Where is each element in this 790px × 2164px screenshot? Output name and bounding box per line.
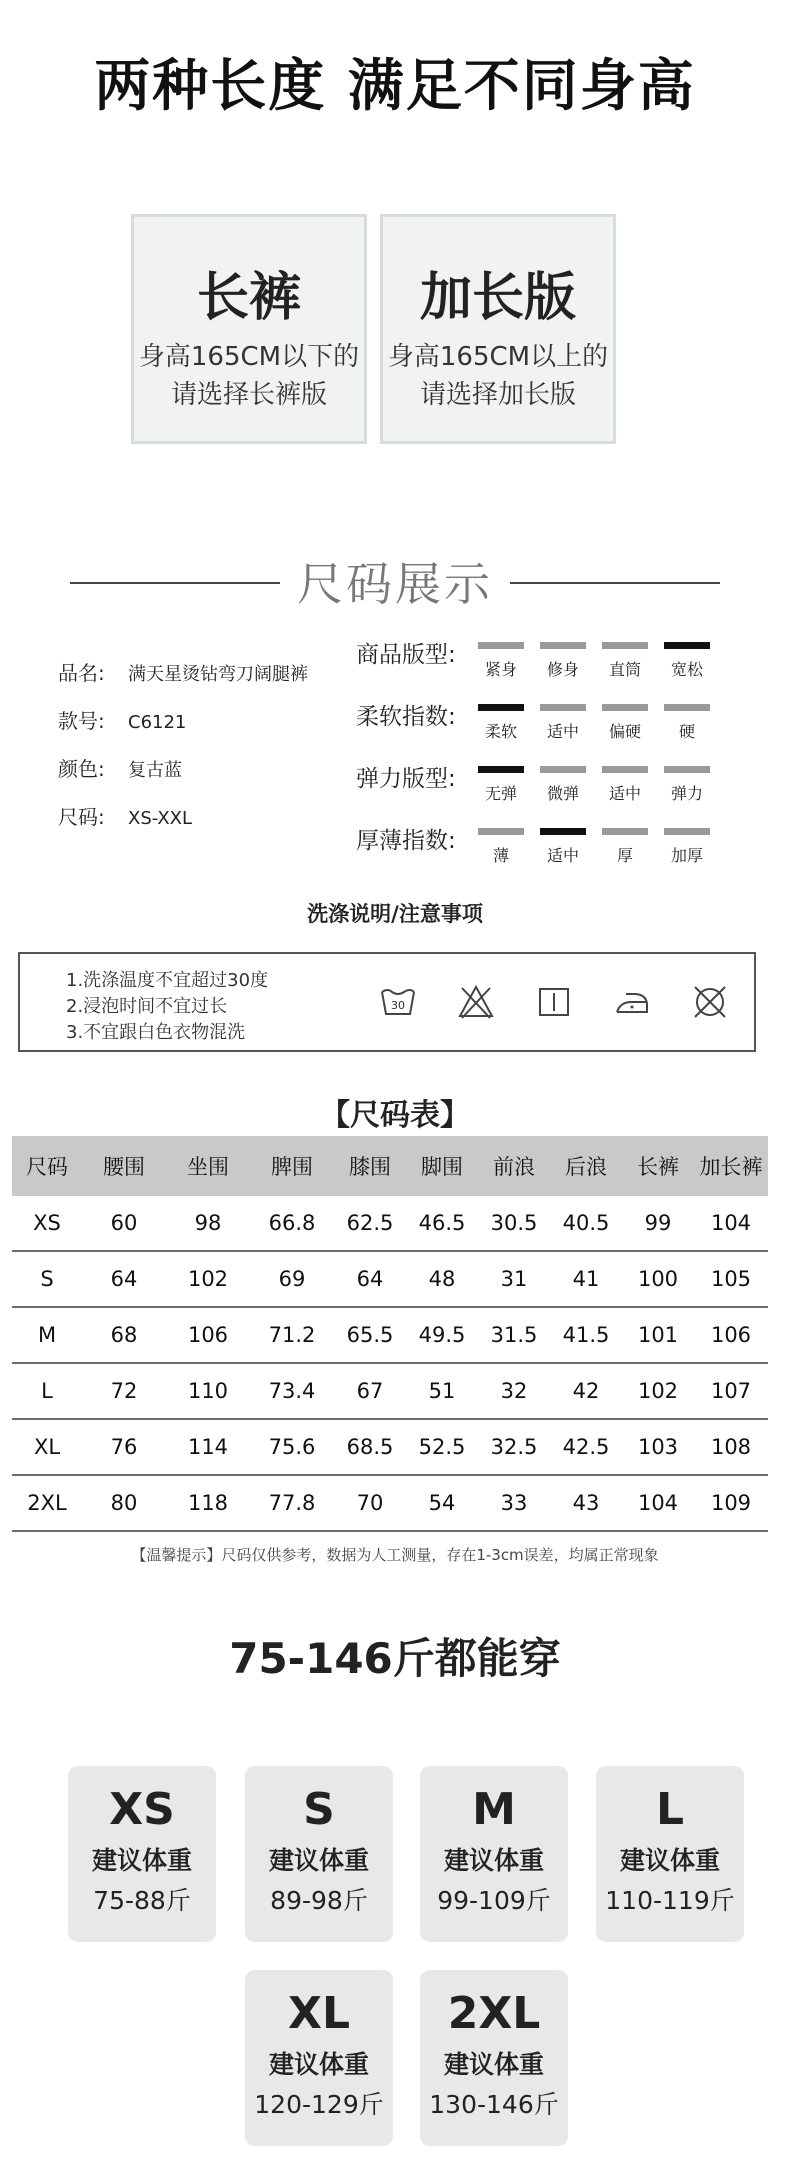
table-header: 尺码 [12, 1136, 82, 1196]
index-option [600, 642, 650, 680]
table-cell: 65.5 [334, 1307, 406, 1363]
table-row [12, 1196, 768, 1251]
table-cell: 60 [82, 1196, 166, 1251]
weight-card-label: 建议体重 [268, 1846, 369, 1875]
weight-card-range: 110-119斤 [605, 1886, 735, 1915]
index-bar-selected [540, 828, 586, 835]
index-label: 柔软指数: [356, 704, 456, 730]
weight-card-range: 120-129斤 [254, 2090, 384, 2119]
table-row [12, 1251, 768, 1307]
table-cell: 49.5 [406, 1307, 478, 1363]
index-bar [478, 828, 524, 835]
weight-card-size: XL [288, 1988, 350, 2039]
index-option [538, 642, 588, 680]
weight-card-size: S [303, 1784, 335, 1835]
index-option-label: 直筒 [608, 660, 641, 679]
index-option [476, 704, 526, 742]
section-heading [0, 548, 790, 618]
index-option-label: 适中 [608, 784, 641, 803]
table-row [12, 1419, 768, 1475]
length-card-desc-1: 身高165CM以上的 [387, 342, 609, 372]
table-cell: 106 [694, 1307, 768, 1363]
table-header: 坐围 [166, 1136, 250, 1196]
weight-card-size: XS [109, 1784, 175, 1835]
weight-card-size: L [655, 1784, 685, 1835]
wash-temp-label: 30 [391, 999, 405, 1012]
index-option [600, 704, 650, 742]
table-cell: 68 [82, 1307, 166, 1363]
index-bar [540, 642, 586, 649]
table-cell: 31.5 [478, 1307, 550, 1363]
wash-line-1: 1.洗涤温度不宜超过30度 [66, 970, 269, 991]
table-cell: 118 [166, 1475, 250, 1531]
weight-card-size: M [472, 1784, 516, 1835]
table-cell: 99 [622, 1196, 694, 1251]
index-option [476, 642, 526, 680]
index-bar [664, 828, 710, 835]
product-name-label: 品名: [58, 661, 105, 685]
size-note: 【温馨提示】尺码仅供参考，数据为人工测量，存在1-3cm误差，均属正常现象 [131, 1546, 659, 1564]
table-cell: 41.5 [550, 1307, 622, 1363]
table-header: 腰围 [82, 1136, 166, 1196]
size-table [12, 1136, 768, 1532]
index-bar [664, 766, 710, 773]
index-option-label: 厚 [616, 846, 633, 865]
length-card-desc-2: 请选择长裤版 [170, 380, 327, 410]
weight-card [245, 1970, 393, 2146]
length-card-desc-2: 请选择加长版 [419, 380, 576, 410]
index-option [662, 766, 712, 804]
product-color-row [58, 753, 182, 782]
wash-line-2: 2.浸泡时间不宜过长 [66, 996, 228, 1017]
index-bar [602, 704, 648, 711]
index-option [662, 704, 712, 742]
table-cell: 52.5 [406, 1419, 478, 1475]
index-option-label: 无弹 [484, 784, 517, 803]
weight-card-range: 75-88斤 [93, 1886, 191, 1915]
index-bar [540, 766, 586, 773]
index-option [600, 766, 650, 804]
table-header: 长裤 [622, 1136, 694, 1196]
index-label: 商品版型: [356, 642, 456, 668]
table-cell: 67 [334, 1363, 406, 1419]
index-option [538, 828, 588, 866]
index-option [662, 642, 712, 680]
weight-card-range: 130-146斤 [429, 2090, 559, 2119]
index-option [662, 828, 712, 866]
no-bleach-icon [456, 982, 496, 1022]
table-cell: 75.6 [250, 1419, 334, 1475]
table-cell: 100 [622, 1251, 694, 1307]
table-cell: 2XL [12, 1475, 82, 1531]
weight-card-size: 2XL [447, 1988, 541, 2039]
table-cell: 71.2 [250, 1307, 334, 1363]
wash-30-icon [378, 982, 418, 1022]
table-cell: 104 [622, 1475, 694, 1531]
index-option [538, 704, 588, 742]
product-code-row [58, 705, 186, 734]
index-bar [540, 704, 586, 711]
index-option-label: 宽松 [670, 660, 703, 679]
weight-card [245, 1766, 393, 1942]
index-bar-selected [478, 766, 524, 773]
weight-title: 75-146斤都能穿 [229, 1634, 561, 1683]
table-cell: 114 [166, 1419, 250, 1475]
table-cell: 62.5 [334, 1196, 406, 1251]
product-color-label: 颜色: [58, 757, 105, 781]
table-row [12, 1475, 768, 1531]
table-cell: 54 [406, 1475, 478, 1531]
size-table-title: 【尺码表】 [320, 1098, 470, 1133]
table-cell: 64 [82, 1251, 166, 1307]
no-dry-clean-icon [690, 982, 730, 1022]
index-option [476, 766, 526, 804]
table-header-row [12, 1136, 768, 1196]
table-cell: 64 [334, 1251, 406, 1307]
weight-card-label: 建议体重 [268, 2050, 369, 2079]
table-cell: 102 [622, 1363, 694, 1419]
table-cell: 46.5 [406, 1196, 478, 1251]
table-cell: 76 [82, 1419, 166, 1475]
table-cell: M [12, 1307, 82, 1363]
length-card-title: 长裤 [196, 268, 301, 328]
table-header: 脾围 [250, 1136, 334, 1196]
table-cell: 108 [694, 1419, 768, 1475]
index-bar-selected [478, 704, 524, 711]
index-bar [602, 828, 648, 835]
index-option-label: 适中 [546, 722, 579, 741]
table-cell: 42.5 [550, 1419, 622, 1475]
table-header: 脚围 [406, 1136, 478, 1196]
product-name-row [58, 657, 308, 686]
table-cell: 42 [550, 1363, 622, 1419]
length-card-regular [131, 214, 367, 444]
table-cell: 69 [250, 1251, 334, 1307]
table-cell: 101 [622, 1307, 694, 1363]
length-card-extended [380, 214, 616, 444]
weight-card-label: 建议体重 [91, 1846, 192, 1875]
length-card-title: 加长版 [419, 268, 576, 328]
table-row [12, 1307, 768, 1363]
product-size-row [58, 801, 192, 830]
weight-card-label: 建议体重 [443, 1846, 544, 1875]
weight-card-label: 建议体重 [443, 2050, 544, 2079]
table-cell: 102 [166, 1251, 250, 1307]
index-bar-selected [664, 642, 710, 649]
table-cell: 77.8 [250, 1475, 334, 1531]
index-option-label: 硬 [678, 722, 695, 741]
table-header: 膝围 [334, 1136, 406, 1196]
weight-card [420, 1970, 568, 2146]
table-cell: L [12, 1363, 82, 1419]
table-cell: XS [12, 1196, 82, 1251]
index-bar [478, 642, 524, 649]
index-label: 弹力版型: [356, 766, 456, 792]
page-title: 两种长度 满足不同身高 [94, 54, 696, 119]
table-header: 加长裤 [694, 1136, 768, 1196]
table-row [12, 1363, 768, 1419]
product-size-label: 尺码: [58, 805, 105, 829]
index-option-label: 弹力 [670, 784, 703, 803]
product-color: 复古蓝 [128, 760, 182, 781]
product-code-label: 款号: [58, 709, 105, 733]
table-cell: 30.5 [478, 1196, 550, 1251]
wash-instructions-box [18, 952, 756, 1052]
index-option-label: 薄 [492, 846, 509, 865]
table-cell: 31 [478, 1251, 550, 1307]
tumble-dry-icon [534, 982, 574, 1022]
table-cell: 72 [82, 1363, 166, 1419]
table-cell: 32.5 [478, 1419, 550, 1475]
table-header: 后浪 [550, 1136, 622, 1196]
table-cell: 106 [166, 1307, 250, 1363]
index-option-label: 柔软 [484, 722, 517, 741]
index-bar [602, 766, 648, 773]
index-option-label: 加厚 [670, 846, 703, 865]
table-cell: 32 [478, 1363, 550, 1419]
table-cell: 70 [334, 1475, 406, 1531]
table-cell: XL [12, 1419, 82, 1475]
table-cell: 107 [694, 1363, 768, 1419]
index-option-label: 偏硬 [608, 722, 641, 741]
table-cell: 43 [550, 1475, 622, 1531]
product-size: XS-XXL [128, 808, 193, 829]
index-bar [602, 642, 648, 649]
length-card-desc-1: 身高165CM以下的 [138, 342, 360, 372]
table-cell: 103 [622, 1419, 694, 1475]
section-title: 尺码展示 [297, 557, 493, 611]
table-cell: 110 [166, 1363, 250, 1419]
table-cell: 48 [406, 1251, 478, 1307]
index-option [600, 828, 650, 866]
index-option-label: 微弹 [546, 784, 579, 803]
weight-card [68, 1766, 216, 1942]
weight-card [596, 1766, 744, 1942]
index-option [538, 766, 588, 804]
table-cell: 104 [694, 1196, 768, 1251]
table-cell: 41 [550, 1251, 622, 1307]
weight-card-range: 99-109斤 [437, 1886, 551, 1915]
product-name: 满天星烫钻弯刀阔腿裤 [128, 664, 308, 685]
product-code: C6121 [128, 712, 187, 733]
table-cell: 105 [694, 1251, 768, 1307]
wash-line-3: 3.不宜跟白色衣物混洗 [66, 1022, 246, 1043]
index-option-label: 紧身 [484, 660, 517, 679]
index-bar [664, 704, 710, 711]
table-cell: 66.8 [250, 1196, 334, 1251]
index-label: 厚薄指数: [356, 828, 456, 854]
table-cell: 80 [82, 1475, 166, 1531]
weight-card-label: 建议体重 [619, 1846, 720, 1875]
wash-title: 洗涤说明/注意事项 [307, 902, 483, 926]
index-option-label: 修身 [546, 660, 579, 679]
weight-card-range: 89-98斤 [270, 1886, 368, 1915]
heading-divider-right [510, 582, 720, 584]
table-cell: 68.5 [334, 1419, 406, 1475]
table-cell: 109 [694, 1475, 768, 1531]
weight-card [420, 1766, 568, 1942]
iron-icon [612, 982, 652, 1022]
table-cell: 73.4 [250, 1363, 334, 1419]
index-option-label: 适中 [546, 846, 579, 865]
table-cell: S [12, 1251, 82, 1307]
table-cell: 98 [166, 1196, 250, 1251]
table-cell: 33 [478, 1475, 550, 1531]
index-option [476, 828, 526, 866]
table-cell: 40.5 [550, 1196, 622, 1251]
table-header: 前浪 [478, 1136, 550, 1196]
table-cell: 51 [406, 1363, 478, 1419]
